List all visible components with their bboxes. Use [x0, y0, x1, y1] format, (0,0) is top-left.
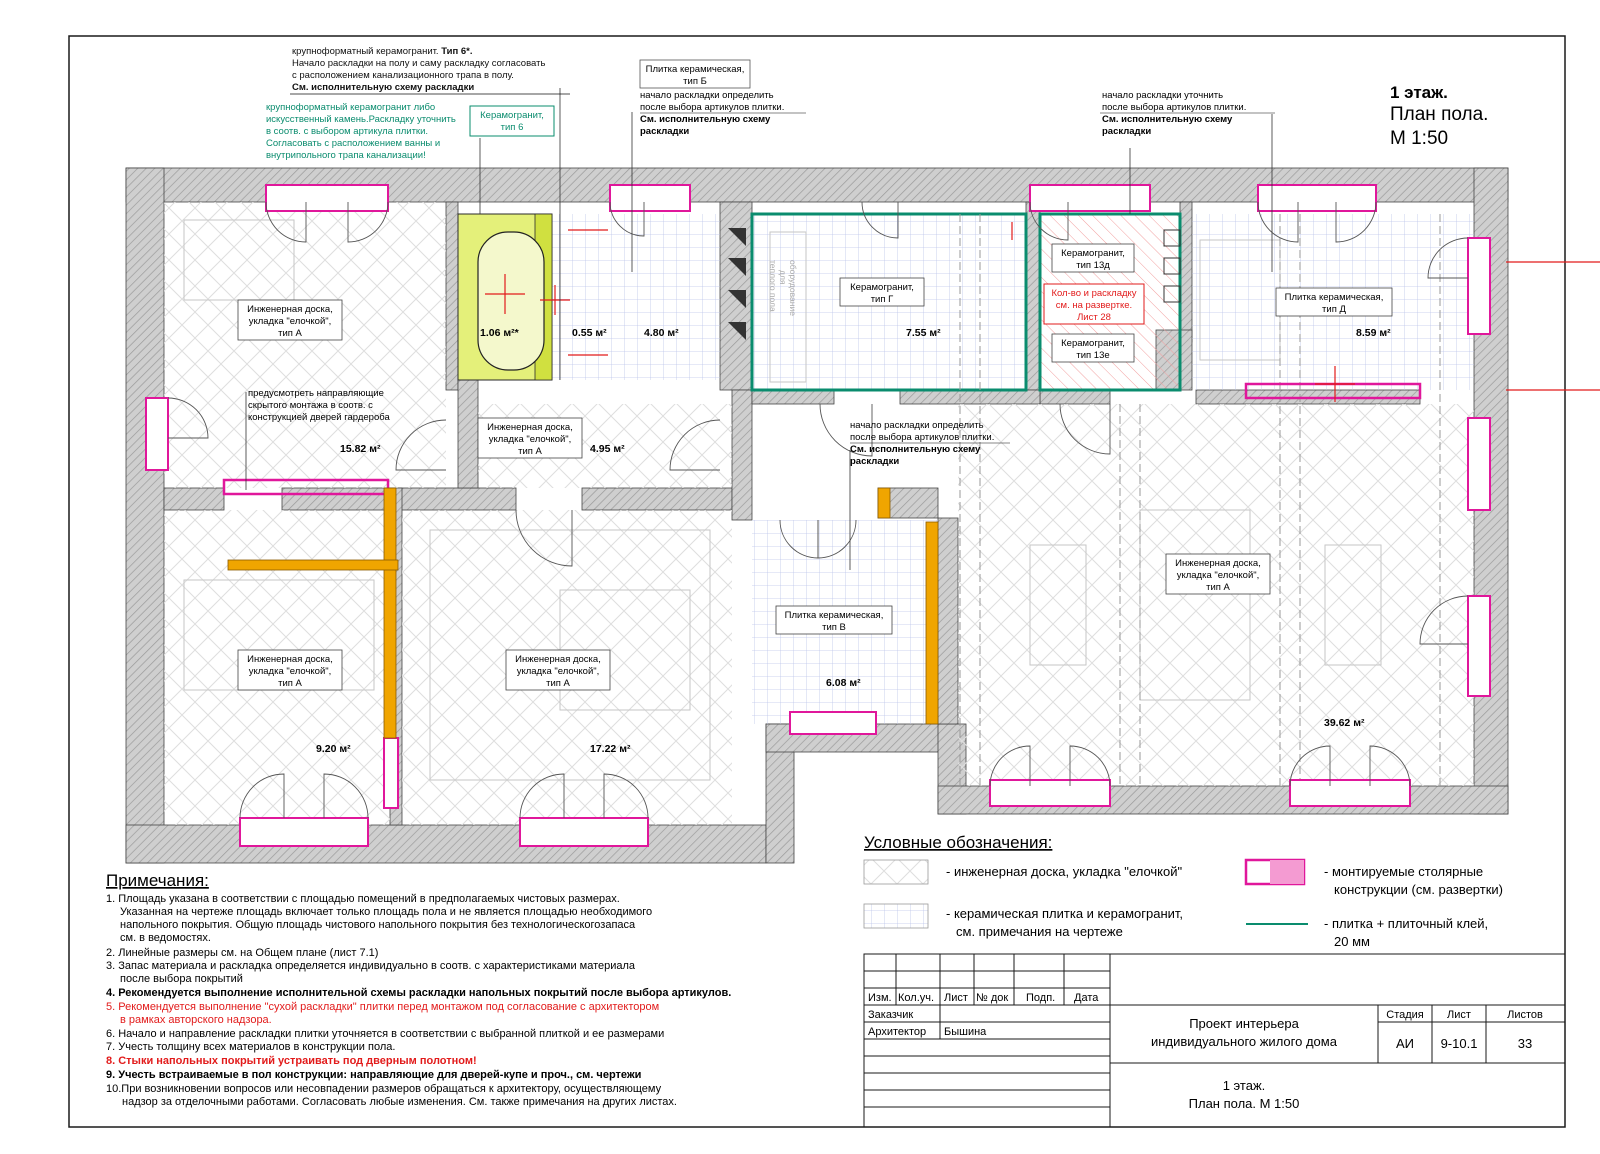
- room-tag-a-bottom-left: [238, 650, 342, 690]
- area-label: 1.06 м²*: [480, 327, 519, 339]
- note-line: начало раскладки уточнить: [1102, 90, 1224, 101]
- legend-item: - монтируемые столярные: [1324, 864, 1484, 879]
- tag-line: укладка "елочкой",: [516, 666, 600, 677]
- right-note: [1100, 90, 1275, 137]
- legend-item: - инженерная доска, укладка "елочкой": [946, 864, 1183, 879]
- tb-col: Подп.: [1026, 992, 1056, 1004]
- tb-architect: Архитектор: [868, 1026, 927, 1038]
- callout-text: внутрипольного трапа канализации!: [266, 150, 426, 161]
- room-tag-v: [776, 606, 892, 634]
- tag-line: тип А: [1206, 582, 1230, 593]
- tb-sheet: 9-10.1: [1440, 1036, 1478, 1051]
- tag-line: тип А: [518, 446, 542, 457]
- legend-title: Условные обозначения:: [864, 833, 1053, 852]
- legend: [864, 833, 1503, 949]
- wall-text-line: оборудование: [788, 260, 798, 316]
- tag-line: Лист 28: [1077, 312, 1111, 323]
- note-line: 5. Рекомендуется выполнение "сухой раскладки" плитки перед монтажом под согласование с архитектором: [106, 1001, 660, 1013]
- area-label: 4.95 м²: [590, 443, 625, 455]
- legend-item: 20 мм: [1334, 934, 1370, 949]
- note-line: после выбора артикулов плитки.: [640, 102, 785, 113]
- legend-swatch-joinery-fill: [1270, 860, 1304, 884]
- title-block-text: [868, 992, 1543, 1111]
- tb-sheet-title: План пола. М 1:50: [1188, 1096, 1300, 1111]
- note-line: 9. Учесть встраиваемые в пол конструкции: направляющие для дверей-купе и проч., см. чертежи: [106, 1069, 642, 1081]
- tag-line: Плитка керамическая,: [784, 610, 884, 621]
- note-line: конструкцией дверей гардероба: [248, 412, 390, 423]
- room-tag-a-top-left: [238, 300, 342, 340]
- tag-line: Керамогранит,: [850, 282, 914, 293]
- room-tag-d: [1276, 288, 1392, 316]
- note-line: 4. Рекомендуется выполнение исполнительной схемы раскладки напольных покрытий после выбора артикулов.: [106, 987, 732, 999]
- tb-col: № док: [976, 992, 1009, 1004]
- note-line: напольного покрытия. Общую площадь чистового напольного покрытия без технологическогозапаса: [120, 919, 636, 931]
- tb-col: Изм.: [868, 992, 892, 1004]
- tag-line: Плитка керамическая,: [645, 64, 745, 75]
- tag-line: Инженерная доска,: [487, 422, 573, 433]
- tb-project: Проект интерьера: [1189, 1016, 1299, 1031]
- tb-col: Дата: [1074, 992, 1099, 1004]
- tag-line: тип 13д: [1076, 260, 1110, 271]
- tag-line: укладка "елочкой",: [248, 666, 332, 677]
- tile-b-note: [640, 90, 806, 137]
- tag-line: укладка "елочкой",: [248, 316, 332, 327]
- header-plan: План пола.: [1390, 104, 1489, 125]
- area-label: 15.82 м²: [340, 443, 381, 455]
- room-tag-a-bedroom: [506, 650, 610, 690]
- callout-text: Начало раскладки на полу и саму раскладку согласовать: [292, 58, 546, 69]
- tag-line: тип А: [278, 328, 302, 339]
- note-line: Указанная на чертеже площадь включает только площадь пола и не является площадью необходимого: [120, 906, 653, 918]
- header-scale: М 1:50: [1390, 128, 1449, 149]
- notes: [106, 871, 731, 1108]
- area-label: 7.55 м²: [906, 327, 941, 339]
- tag-line: тип В: [822, 622, 846, 633]
- guides-note: [248, 388, 390, 423]
- note-line: начало раскладки определить: [850, 420, 984, 431]
- tb-col: Кол.уч.: [898, 992, 935, 1004]
- tile-b-tag: [640, 60, 750, 88]
- note-line: см. в ведомостях.: [120, 932, 211, 944]
- area-label: 0.55 м²: [572, 327, 607, 339]
- note-line: после выбора артикулов плитки.: [850, 432, 995, 443]
- note-line: надзор за отделочными работами. Согласовать любые изменения. См. также примечания на других листах.: [122, 1096, 677, 1108]
- note-line: после выбора артикулов плитки.: [1102, 102, 1247, 113]
- tag-line: см. на развертке.: [1055, 300, 1133, 311]
- header-floor: 1 этаж.: [1390, 83, 1448, 102]
- notes-title: Примечания:: [106, 871, 209, 890]
- tb-sheet-label: Лист: [1447, 1009, 1471, 1021]
- note-line: См. исполнительную схему: [1102, 114, 1233, 125]
- tag-line: Инженерная доска,: [247, 304, 333, 315]
- area-label: 9.20 м²: [316, 743, 351, 755]
- note-line: раскладки: [850, 456, 900, 467]
- tb-stage: АИ: [1395, 1036, 1415, 1051]
- note-line: предусмотреть направляющие: [248, 388, 384, 399]
- tag-line: тип 13е: [1076, 350, 1110, 361]
- green-tag-line: тип 6: [500, 122, 524, 133]
- callout-text: крупноформатный керамогранит.: [292, 46, 439, 57]
- legend-item: - плитка + плиточный клей,: [1324, 916, 1489, 931]
- svg-text:крупноформатный керамогранит.: [292, 46, 473, 57]
- wall-text-line: теплого пола: [768, 260, 778, 312]
- area-label: 8.59 м²: [1356, 327, 1391, 339]
- note-line: скрытого монтажа в соотв. с: [248, 400, 373, 411]
- legend-item: - керамическая плитка и керамогранит,: [946, 906, 1184, 921]
- tag-line: тип Д: [1322, 304, 1346, 315]
- note-line: 6. Начало и направление раскладки плитки уточняется в соответствии с выбранной плиткой и ее размерами: [106, 1028, 665, 1040]
- tb-stage-label: Стадия: [1386, 1009, 1424, 1021]
- wall-text-line: для: [778, 270, 788, 285]
- tag-line: Инженерная доска,: [1175, 558, 1261, 569]
- area-label: 6.08 м²: [826, 677, 861, 689]
- callout-text: Согласовать с расположением ванны и: [266, 138, 441, 149]
- callout-text: в соотв. с выбором артикула плитки.: [266, 126, 429, 137]
- note-line: начало раскладки определить: [640, 90, 774, 101]
- legend-swatch-herringbone: [864, 860, 928, 884]
- tb-architect-name: Бышина: [944, 1026, 987, 1038]
- callout-top-green: [266, 102, 456, 161]
- tb-sheets: 33: [1517, 1036, 1533, 1051]
- tag-line: Инженерная доска,: [247, 654, 333, 665]
- note-line: 8. Стыки напольных покрытий устраивать под дверным полотном!: [106, 1055, 477, 1067]
- note-line: 1. Площадь указана в соответствии с площадью помещений в предполагаемых чистовых размерах.: [106, 893, 620, 905]
- tag-line: укладка "елочкой",: [488, 434, 572, 445]
- room-tag-a-hall: [478, 418, 582, 458]
- callout-top-black: [290, 46, 570, 94]
- callout-text: крупноформатный керамогранит либо: [266, 102, 436, 113]
- area-label: 17.22 м²: [590, 743, 631, 755]
- note-line: раскладки: [640, 126, 690, 137]
- note-line: 2. Линейные размеры см. на Общем плане (лист 7.1): [106, 947, 379, 959]
- tb-sheets-label: Листов: [1507, 1009, 1543, 1021]
- callout-text: См. исполнительную схему раскладки: [292, 82, 475, 93]
- note-line: См. исполнительную схему: [640, 114, 771, 125]
- tag-line: Инженерная доска,: [515, 654, 601, 665]
- tag-line: Кол-во и раскладку: [1051, 288, 1137, 299]
- note-line: 3. Запас материала и раскладка определяется индивидуально в соотв. с характеристиками материала: [106, 960, 636, 972]
- tag-line: тип Б: [683, 76, 707, 87]
- callout-text: Тип 6*.: [441, 46, 473, 57]
- tb-customer: Заказчик: [868, 1009, 914, 1021]
- room-tag-red: [1044, 284, 1144, 324]
- note-line: раскладки: [1102, 126, 1152, 137]
- note-line: после выбора покрытий: [120, 973, 243, 985]
- green-tag: [470, 106, 554, 136]
- note-line: 7. Учесть толщину всех материалов в конструкции пола.: [106, 1041, 396, 1053]
- tb-col: Лист: [944, 992, 968, 1004]
- tag-line: Керамогранит,: [1061, 248, 1125, 259]
- room-tag-g: [840, 278, 924, 306]
- note-line: 10.При возникновении вопросов или несовпадении размеров обращаться к архитектору, осуществляющему: [106, 1083, 662, 1095]
- note-line: в рамках авторского надзора.: [120, 1014, 272, 1026]
- tag-line: тип А: [278, 678, 302, 689]
- area-label: 4.80 м²: [644, 327, 679, 339]
- tag-line: укладка "елочкой",: [1176, 570, 1260, 581]
- area-label: 39.62 м²: [1324, 717, 1365, 729]
- legend-swatch-tile: [864, 904, 928, 928]
- tag-line: тип А: [546, 678, 570, 689]
- tag-line: тип Г: [870, 294, 894, 305]
- legend-item: см. примечания на чертеже: [956, 924, 1123, 939]
- tag-line: Плитка керамическая,: [1284, 292, 1384, 303]
- note-line: См. исполнительную схему: [850, 444, 981, 455]
- tb-sheet-title: 1 этаж.: [1222, 1078, 1266, 1093]
- tag-line: Керамогранит,: [1061, 338, 1125, 349]
- legend-item: конструкции (см. развертки): [1334, 882, 1503, 897]
- room-tag-13d: [1052, 244, 1134, 272]
- callout-text: искусственный камень.Раскладку уточнить: [266, 114, 456, 125]
- room-tag-a-living: [1166, 554, 1270, 594]
- tb-project: индивидуального жилого дома: [1151, 1034, 1337, 1049]
- green-tag-line: Керамогранит,: [480, 110, 544, 121]
- callout-text: с расположением канализационного трапа в полу.: [292, 70, 514, 81]
- room-tag-13e: [1052, 334, 1134, 362]
